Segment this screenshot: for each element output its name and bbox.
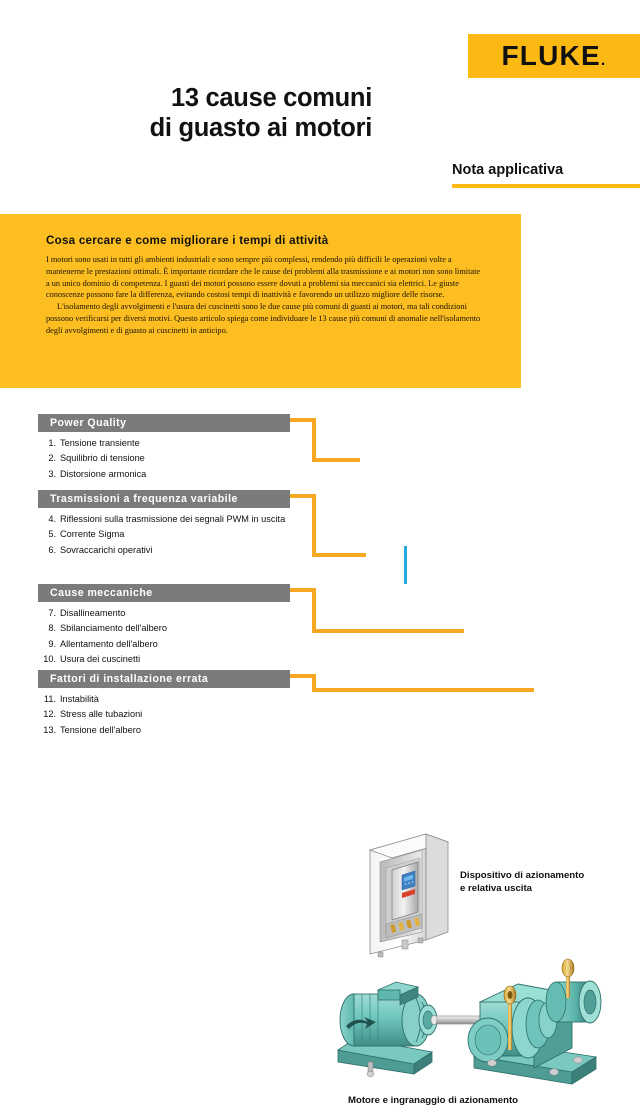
list-item-number: 13. [43,724,56,735]
list-item-number: 2. [48,453,56,464]
motor-and-gearbox-illustration [322,968,640,1090]
list-item-label: Sovraccarichi operativi [60,544,153,555]
intro-panel [0,214,521,388]
list-item-number: 8. [48,623,56,634]
category-title: Power Quality [38,414,290,432]
intro-body [46,254,484,336]
list-item [38,654,290,666]
category-title: Trasmissioni a frequenza variabile [38,490,290,508]
drive-caption-line-2: e relativa uscita [460,882,532,894]
intro-heading: Cosa cercare e come migliorare i tempi di attività [46,234,329,247]
list-item-number: 11. [43,694,56,704]
list-item-label: Usura dei cuscinetti [60,653,141,664]
list-item-label: Disallineamento [60,608,126,618]
category-title: Fattori di installazione errata [38,670,290,688]
list-item-label: Tensione transiente [60,438,140,448]
drive-cabinet-illustration [364,828,456,958]
list-item [38,639,290,651]
list-item [38,608,290,620]
list-item [38,725,290,737]
list-item-label: Corrente Sigma [60,529,125,540]
category-title: Cause meccaniche [38,584,290,602]
list-item-number: 1. [48,438,56,448]
list-item-number: 5. [48,529,56,540]
list-item-label: Stress alle tubazioni [60,709,143,720]
list-item-number: 9. [48,638,56,649]
list-item-number: 4. [48,514,56,524]
intro-paragraph-1: I motori sono usati in tutti gli ambienti industriali e sono sempre più complessi, rendendo più difficili le operazioni volte a mantenerne le prestazioni ottimali. È importante ricordare che le cause dei problemi alla trasmissione e ai motori non sono limitate a un unico dominio di competenza. I guasti dei motori possono essere dovuti a problemi sia meccanici sia elettrici. Le giuste conoscenze possono fare la differenza, evitando costosi tempi di inattività e favorendo un utilizzo migliore delle risorse. [46,255,481,300]
output-cable [404,546,407,584]
list-item-label: Tensione dell'albero [60,724,141,735]
category-variable-frequency-drives [38,490,290,560]
fluke-logo [468,34,640,78]
list-item-number: 3. [48,468,56,479]
list-item-number: 10. [43,653,56,664]
category-item-list [38,694,290,736]
category-mechanical-causes [38,584,290,669]
category-item-list [38,514,290,556]
list-item [38,438,290,450]
list-item-label: Instabilità [60,694,99,704]
list-item-number: 12. [43,709,56,720]
list-item-label: Sbilanciamento dell'albero [60,623,167,634]
fluke-logo-dot: . [600,52,607,69]
list-item [38,623,290,635]
list-item [38,529,290,541]
category-item-list [38,438,290,480]
list-item [38,709,290,721]
list-item [38,514,290,526]
list-item [38,453,290,465]
fluke-logo-text [502,42,607,70]
document-type-label [452,162,640,188]
category-installation-factors [38,670,290,740]
list-item-number: 7. [48,608,56,618]
category-item-list [38,608,290,666]
fluke-wordmark: FLUKE [501,40,601,71]
page-title-line-1: 13 cause comuni [170,84,372,112]
list-item-label: Distorsione armonica [60,468,147,479]
list-item-label: Squilibrio di tensione [60,453,145,464]
list-item-label: Riflessioni sulla trasmissione dei segnali PWM in uscita [60,514,286,524]
category-power-quality [38,414,290,484]
document-type-text: Nota applicativa [452,162,564,178]
subtitle-divider [452,184,640,188]
page-title-line-2: di guasto ai motori [149,113,372,142]
failure-causes-diagram [0,396,640,1106]
list-item-label: Allentamento dell'albero [60,638,158,649]
list-item [38,469,290,481]
intro-paragraph-2: L'isolamento degli avvolgimenti e l'usura dei cuscinetti sono le due cause più comuni di guasti ai motori, ma tali condizioni possono verificarsi per diversi motivi. Questo articolo spiega come individuare le 13 cause più comuni di anomalie nell'isolamento degli avvolgimenti e di guasto ai cuscinetti in anticipo. [46,302,481,335]
drive-caption-line-1: Dispositivo di azionamento [460,870,585,881]
list-item-number: 6. [48,544,56,555]
list-item [38,694,290,706]
page-title [40,84,372,143]
drive-caption [460,870,635,896]
motor-caption: Motore e ingranaggio di azionamento [348,1095,519,1106]
list-item [38,545,290,557]
